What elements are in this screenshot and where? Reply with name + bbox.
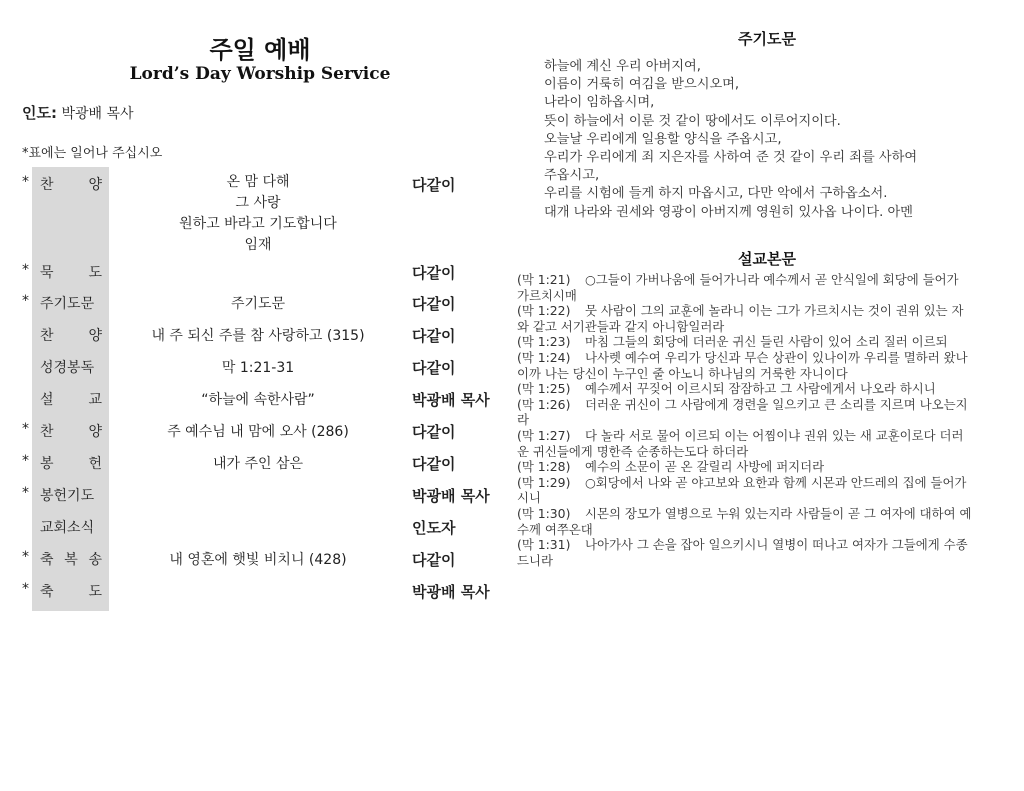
lords-prayer-heading: 주기도문 [738,30,796,48]
verse-ref: (막 1:25) [517,381,571,397]
order-leader: 박광배 목사 [412,487,490,505]
prayer-line: 하늘에 계신 우리 아버지여, [544,59,701,74]
sermon-text-heading: 설교본문 [738,250,796,268]
order-leader: 다같이 [412,455,456,473]
verse-ref: (막 1:21) [517,272,571,287]
order-label: 성경봉독 [40,360,95,376]
verse [517,350,972,381]
order-label: 봉헌기도 [40,488,95,504]
order-star: * [22,581,29,597]
order-star: * [22,421,29,437]
verse-ref: (막 1:31) [517,537,571,553]
verse-text: 다 놀라 서로 물어 이르되 이는 어찜이냐 권위 있는 새 교훈이로다 더러운 귀신들에게 명한즉 순종하는도다 하더라 [517,427,964,459]
order-leader: 다같이 [412,423,456,441]
verse-ref: (막 1:30) [517,505,571,521]
order-label: 찬 양 [40,328,102,344]
prayer-line: 나라이 임하옵시며, [544,95,655,111]
order-label: 축 도 [40,584,102,600]
order-leader: 다같이 [412,327,456,345]
order-row [0,325,520,349]
leader-label: 인도: [22,104,57,122]
order-star: * [22,485,29,501]
page-subtitle: Lord’s Day Worship Service [129,64,391,84]
verse-ref: (막 1:24) [517,349,571,365]
order-label: 찬 양 [40,177,102,193]
verse-text: 시몬의 장모가 열병으로 누워 있는지라 사람들이 곧 그 여자에 대하여 예수께 여쭈온대 [517,505,972,537]
verse-ref: (막 1:27) [517,427,571,443]
verse-text: 예수의 소문이 곧 온 갈릴리 사방에 퍼지더라 [585,459,825,475]
order-leader: 다같이 [412,264,456,282]
order-star: * [22,262,29,278]
verse-text: 예수께서 꾸짖어 이르시되 잠잠하고 그 사람에게서 나오라 하시니 [585,381,936,397]
order-description: 주 예수님 내 맘에 오사 (286) [167,424,349,440]
order-star: * [22,549,29,565]
verse [517,272,972,303]
order-row [0,357,520,381]
order-label: 찬 양 [40,424,102,440]
verse [517,428,972,459]
verse-ref: (막 1:28) [517,459,571,475]
order-leader: 박광배 목사 [412,583,490,601]
verse [517,334,972,350]
page-title: 주일 예배 [209,36,311,64]
hymn-line: 그 사랑 [235,195,281,211]
prayer-line: 우리가 우리에게 죄 지은자를 사하여 준 것 같이 우리 죄를 사하여 [544,150,918,166]
prayer-line: 오늘날 우리에게 일용할 양식을 주옵시고, [544,131,782,147]
hymn-line: 온 맘 다해 [226,174,290,190]
verse-text: 마침 그들의 회당에 더러운 귀신 들린 사람이 있어 소리 질러 이르되 [585,334,948,350]
verse-ref: (막 1:22) [517,303,571,319]
order-description: 주기도문 [230,296,286,312]
order-description: 내가 주인 삼은 [212,456,304,472]
verse [517,397,972,428]
standing-note: *표에는 일어나 주십시오 [22,146,163,161]
order-label: 교회소식 [40,520,95,536]
order-leader: 다같이 [412,295,456,313]
verse-ref: (막 1:26) [517,396,571,412]
prayer-line: 주옵시고, [544,168,600,184]
order-leader: 다같이 [412,359,456,377]
order-row [0,293,520,317]
sermon-verses [517,272,972,568]
verse [517,475,972,506]
leader-name: 박광배 목사 [61,106,134,122]
prayer-line: 뜻이 하늘에서 이룬 것 같이 땅에서도 이루어지이다. [544,113,841,129]
order-star: * [22,174,29,190]
order-row [0,174,520,198]
order-leader: 다같이 [412,551,456,569]
order-row [0,421,520,445]
verse-text: 나아가사 그 손을 잡아 일으키시니 열병이 떠나고 여자가 그들에게 수종드니라 [517,537,968,568]
order-description: 막 1:21-31 [221,360,295,376]
verse [517,459,972,475]
order-star: * [22,293,29,309]
verse-text: 뭇 사람이 그의 교훈에 놀라니 이는 그가 가르치시는 것이 권위 있는 자와 같고 서기관들과 같지 아니함일러라 [517,303,964,334]
hymn-line: 원하고 바라고 기도합니다 [179,216,337,232]
order-row [0,453,520,477]
prayer-line: 이름이 거룩히 여김을 받으시오며, [544,77,740,93]
verse-text: 더러운 귀신이 그 사람에게 경련을 일으키고 큰 소리를 지르며 나오는지라 [517,396,968,428]
order-star: * [22,453,29,469]
order-row [0,581,520,605]
order-row [0,485,520,509]
lords-prayer-text [544,58,974,222]
order-row [0,549,520,573]
order-row [0,517,520,541]
verse [517,303,972,334]
verse-ref: (막 1:23) [517,334,571,350]
leader-line [22,102,134,123]
order-leader: 인도자 [412,519,456,537]
prayer-line: 우리를 시험에 들게 하지 마옵시고, 다만 악에서 구하옵소서. [544,186,888,202]
verse-text: ○회당에서 나와 곧 야고보와 요한과 함께 시몬과 안드레의 집에 들어가시니 [517,474,967,506]
verse [517,537,972,568]
order-leader: 박광배 목사 [412,391,490,409]
verse-text: ○그들이 가버나움에 들어가니라 예수께서 곧 안식일에 회당에 들어가 가르치시매 [517,272,959,303]
verse-text: 나사렛 예수여 우리가 당신과 무슨 상관이 있나이까 우리를 멸하러 왔나이까 나는 당신이 누구인 줄 아노니 하나님의 거룩한 자니이다 [517,349,968,381]
hymn-line: 임재 [244,237,272,253]
order-leader: 다같이 [412,176,456,194]
order-label: 주기도문 [40,296,95,312]
order-label: 설 교 [40,392,102,408]
verse [517,381,972,397]
order-label: 묵 도 [40,265,102,281]
order-description: 내 영혼에 햇빛 비치니 (428) [169,552,347,568]
order-row [0,262,520,286]
order-description: 내 주 되신 주를 참 사랑하고 (315) [151,328,365,344]
order-row [0,389,520,413]
order-description: “하늘에 속한사람” [201,392,315,408]
order-label: 봉 헌 [40,456,102,472]
verse [517,506,972,537]
prayer-line: 대개 나라와 권세와 영광이 아버지께 영원히 있사옵 나이다. 아멘 [544,204,913,220]
verse-ref: (막 1:29) [517,474,571,490]
order-label: 축 복 송 [40,552,102,568]
